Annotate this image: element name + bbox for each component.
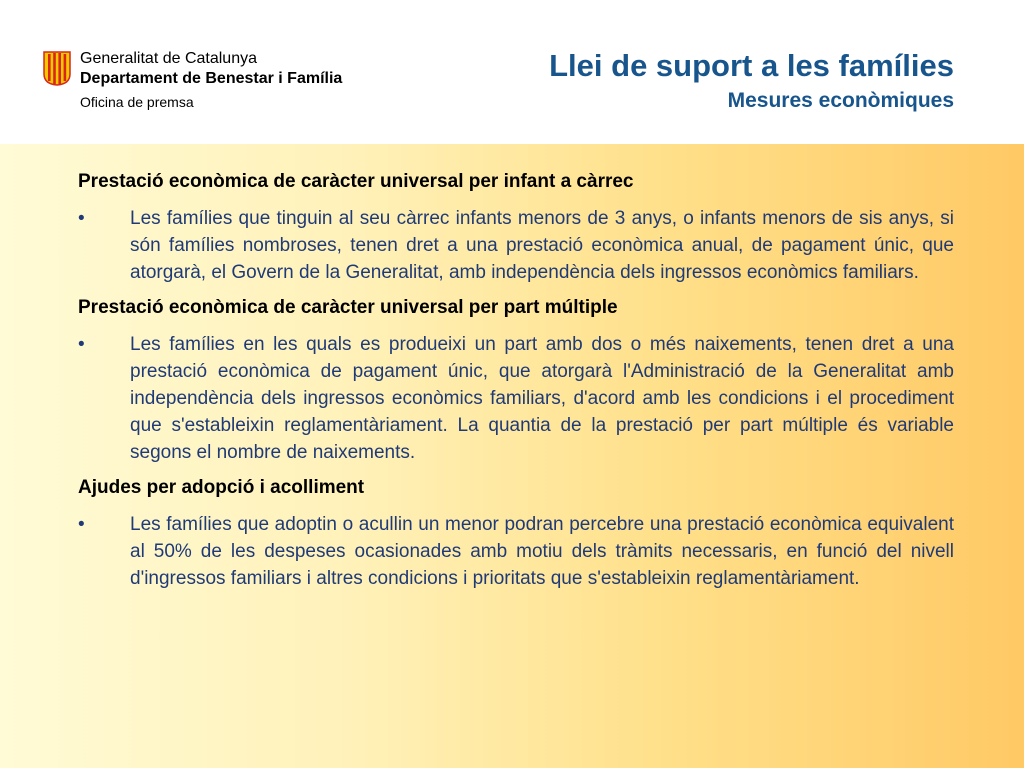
bullet-item [78,511,954,592]
bullet-text: Les famílies que adoptin o acullin un menor podran percebre una prestació econòmica equivalent al 50% de les despeses ocasionades amb motiu dels tràmits necessaris, en funció del nivell d'ingressos familiars i altres condicions i prioritats que s'estableixin reglamentàriament. [130,514,954,589]
bullet-text: Les famílies en les quals es produeixi un part amb dos o més naixements, tenen dret a una prestació econòmica de pagament únic, que atorgarà l'Administració de la Generalitat amb independència dels ingressos econòmics familiars, d'acord amb les condicions i el procediment que s'estableixin reglamentàriament. La quantia de la prestació per part múltiple és variable segons el nombre de naixements. [130,334,954,463]
senyera-logo-icon [42,50,72,86]
section-child-benefit [78,170,954,286]
section-heading: Ajudes per adopció i acolliment [78,477,365,498]
section-multiple-birth [78,296,954,466]
bullet-text: Les famílies que tinguin al seu càrrec infants menors de 3 anys, o infants menors de sis anys, si són famílies nombroses, tenen dret a una prestació econòmica anual, de pagament únic, que atorgarà, el Govern de la Generalitat, amb independència dels ingressos econòmics familiars. [130,208,954,283]
org-name: Generalitat de Catalunya [80,50,257,67]
bullet-symbol: • [78,514,85,535]
bullet-item [78,205,954,286]
section-heading: Prestació econòmica de caràcter universal per part múltiple [78,297,618,318]
section-adoption [78,476,954,592]
slide-header [0,0,1024,144]
slide-content [78,170,954,602]
slide-title: Llei de suport a les famílies [549,48,954,83]
section-heading: Prestació econòmica de caràcter universal per infant a càrrec [78,171,634,192]
slide-subtitle: Mesures econòmiques [727,89,954,112]
department-name: Departament de Benestar i Família [80,70,343,87]
bullet-symbol: • [78,334,85,355]
bullet-item [78,331,954,466]
press-office-label: Oficina de premsa [80,94,194,110]
bullet-symbol: • [78,208,85,229]
